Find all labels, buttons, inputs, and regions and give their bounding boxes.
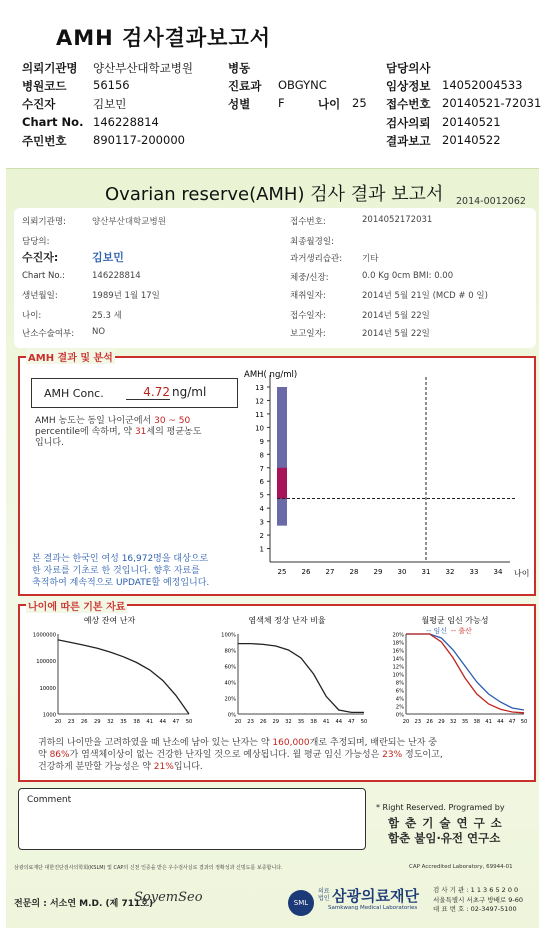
amh-y-tick-label: 2 bbox=[259, 532, 264, 541]
summary-text: 입니다. bbox=[173, 762, 203, 772]
patient-label: 난소수술여부: bbox=[22, 329, 75, 339]
header-value: OBGYNC bbox=[278, 78, 327, 92]
header-label: 임상정보 bbox=[386, 79, 431, 93]
amh-y-axis-label: AMH( ng/ml) bbox=[244, 370, 298, 380]
remaining-eggs-line bbox=[58, 640, 189, 714]
patient-label: 나이: bbox=[22, 311, 42, 321]
header-label: 병원코드 bbox=[22, 79, 67, 93]
amh-x-tick-label: 26 bbox=[301, 568, 311, 576]
mini-y-tick: 10% bbox=[392, 672, 404, 679]
patient-value: 양산부산대학교병원 bbox=[92, 217, 166, 227]
amh-y-tick-label: 6 bbox=[259, 478, 264, 487]
foundation-logo-icon: SML bbox=[288, 890, 314, 916]
amh-y-tick-label: 12 bbox=[255, 397, 264, 406]
interp-range: 30 ~ 50 bbox=[154, 416, 191, 426]
mini-x-tick: 26 bbox=[426, 719, 433, 725]
mini-y-tick: 2% bbox=[395, 704, 404, 711]
amh-x-tick-label: 30 bbox=[397, 568, 407, 576]
mini-y-tick: 80% bbox=[224, 648, 236, 655]
foundation-name: 삼광의료재단 bbox=[332, 887, 419, 905]
interp-text: 세의 평균농도 bbox=[146, 427, 202, 437]
mini-x-tick: 47 bbox=[348, 719, 355, 725]
patient-label: 담당의: bbox=[22, 237, 50, 247]
mini-x-tick: 29 bbox=[438, 719, 445, 725]
birth-line bbox=[406, 634, 524, 713]
legend-pregnancy: -- 임신 bbox=[426, 627, 447, 635]
mini-y-tick: 40% bbox=[224, 680, 236, 687]
report-id: 2014-0012062 bbox=[456, 196, 526, 207]
amh-section-title: AMH 결과 및 분석 bbox=[26, 349, 115, 364]
amh-y-tick-label: 8 bbox=[259, 451, 264, 460]
mini-x-tick: 26 bbox=[80, 719, 88, 725]
mini-x-tick: 35 bbox=[120, 719, 127, 725]
mini-y-tick: 12% bbox=[392, 664, 404, 671]
mini-y-tick: 20% bbox=[224, 696, 236, 703]
patient-value: 2014년 5월 22일 bbox=[362, 329, 430, 339]
patient-label: 체중/신장: bbox=[290, 273, 329, 283]
rights-text: * Right Reserved. Programed by bbox=[376, 803, 505, 812]
report-title: AMH 검사결과보고서 bbox=[56, 26, 272, 50]
pregnancy-line bbox=[406, 634, 524, 710]
mini-y-tick: 18% bbox=[392, 640, 404, 647]
pregnancy-pct: 23% bbox=[382, 750, 403, 760]
legend-birth: -- 출산 bbox=[451, 627, 472, 635]
patient-value: 1989년 1월 17일 bbox=[92, 291, 160, 301]
patient-label: 최종월경일: bbox=[290, 237, 334, 247]
mini-x-tick: 23 bbox=[414, 719, 422, 725]
address-line: 검 사 기 관 : 1 1 3 6 5 2 0 0 bbox=[433, 886, 519, 894]
mini-y-tick: 20% bbox=[392, 632, 404, 639]
note-line: 한 자료를 기초로 한 것입니다. 향후 자료를 bbox=[32, 566, 200, 576]
comment-box bbox=[18, 788, 366, 850]
mini-x-tick: 44 bbox=[497, 719, 504, 725]
amh-x-tick-label: 28 bbox=[349, 568, 359, 576]
mini-x-tick: 44 bbox=[335, 719, 343, 725]
patient-value: 2014052172031 bbox=[362, 215, 433, 225]
note-line: 본 결과는 한국인 여성 16,972명을 대상으로 bbox=[32, 554, 209, 564]
egg-count: 160,000 bbox=[272, 738, 310, 748]
mini-chart-title: 월평균 임신 가능성 bbox=[421, 616, 489, 625]
mini-y-tick: 100% bbox=[221, 632, 236, 639]
amh-range-bar bbox=[277, 387, 287, 526]
header-label: 검사의뢰 bbox=[386, 116, 431, 130]
patient-value: 김보민 bbox=[92, 251, 124, 264]
header-label: 나이 bbox=[318, 97, 341, 111]
mini-x-tick: 20 bbox=[54, 719, 62, 725]
mini-y-tick: 8% bbox=[395, 680, 404, 687]
mini-y-tick: 4% bbox=[395, 696, 404, 703]
foundation-small: 의료 법인 bbox=[318, 888, 330, 902]
mini-chart-title: 염색체 정상 난자 비율 bbox=[248, 616, 326, 625]
institute-2: 함춘 불임·유전 연구소 bbox=[388, 831, 501, 845]
mini-y-tick: 6% bbox=[395, 688, 404, 695]
header-value: 양산부산대학교병원 bbox=[93, 61, 193, 75]
amh-age-chart bbox=[238, 362, 534, 592]
mini-x-tick: 23 bbox=[247, 719, 254, 725]
mini-chart-title: 예상 잔여 난자 bbox=[83, 616, 136, 625]
header-value: F bbox=[278, 96, 285, 110]
mini-x-tick: 41 bbox=[485, 719, 492, 725]
accreditation-text: 삼광의료재단 대한진단검사의학회(KSLM) 및 CAP의 신천 인증을 받은 우수검사실로 결과의 정확성과 신빙도를 보증합니다. bbox=[14, 865, 283, 871]
mini-y-tick: 1000000 bbox=[32, 632, 56, 639]
amh-x-tick-label: 27 bbox=[325, 568, 335, 576]
mini-x-tick: 44 bbox=[159, 719, 167, 725]
patient-label: 보고일자: bbox=[290, 329, 326, 339]
address-line: 대 표 번 호 : 02-3497-5100 bbox=[433, 905, 517, 913]
foundation-en: Samkwang Medical Laboratories bbox=[328, 905, 418, 911]
header-label: 수진자 bbox=[22, 97, 56, 111]
mini-x-tick: 50 bbox=[360, 719, 368, 725]
summary-text: 건강하게 분만할 가능성은 약 bbox=[38, 762, 151, 772]
patient-value: 146228814 bbox=[92, 271, 141, 281]
amh-conc-unit: ng/ml bbox=[172, 385, 207, 399]
patient-value: 기타 bbox=[362, 254, 379, 264]
header-value: 20140521-72031 bbox=[442, 96, 541, 110]
mini-y-tick: 14% bbox=[392, 656, 404, 663]
patient-value: 0.0 Kg 0cm BMI: 0.00 bbox=[362, 271, 454, 281]
mini-x-tick: 50 bbox=[185, 719, 193, 725]
mini-x-tick: 32 bbox=[285, 719, 292, 725]
header-value: 14052004533 bbox=[442, 78, 523, 92]
summary-text: 귀하의 나이만을 고려하였을 때 난소에 남아 있는 난자는 약 bbox=[38, 738, 270, 748]
ovarian-report-title: Ovarian reserve(AMH) 검사 결과 보고서 bbox=[105, 184, 444, 205]
normal-egg-ratio-line bbox=[238, 644, 364, 713]
header-label: 주민번호 bbox=[22, 134, 67, 148]
mini-x-tick: 38 bbox=[473, 719, 481, 725]
age-mini-charts bbox=[22, 612, 532, 730]
amh-x-tick-label: 33 bbox=[469, 568, 479, 576]
mini-x-tick: 20 bbox=[402, 719, 410, 725]
data-source-note bbox=[32, 553, 209, 589]
amh-conc-label: AMH Conc. bbox=[44, 387, 104, 400]
mini-x-tick: 47 bbox=[508, 719, 516, 725]
address-line: 서울특별시 서초구 방배로 9-60 bbox=[433, 895, 524, 904]
header-label: 성별 bbox=[228, 97, 251, 111]
amh-y-tick-label: 7 bbox=[259, 464, 264, 473]
amh-y-tick-label: 11 bbox=[255, 410, 264, 419]
amh-x-tick-label: 29 bbox=[373, 568, 383, 576]
interp-age: 31 bbox=[134, 427, 147, 437]
amh-x-tick-label: 32 bbox=[445, 568, 455, 576]
foundation-address bbox=[433, 886, 523, 915]
interp-text: 입니다. bbox=[35, 438, 64, 448]
header-label: 접수번호 bbox=[386, 97, 431, 111]
amh-interpretation bbox=[35, 416, 201, 449]
mini-x-tick: 32 bbox=[107, 719, 114, 725]
amh-y-tick-label: 9 bbox=[259, 437, 264, 446]
amh-iqr-bar bbox=[277, 468, 287, 499]
patient-label: 채취일자: bbox=[290, 291, 326, 301]
summary-text: 개로 추정되며, 배란되는 난자 중 bbox=[309, 738, 437, 748]
patient-value: 2014년 5월 22일 bbox=[362, 311, 430, 321]
amh-x-tick-label: 31 bbox=[421, 568, 431, 576]
mini-x-tick: 50 bbox=[520, 719, 528, 725]
mini-y-tick: 60% bbox=[224, 664, 236, 671]
patient-label: 생년월일: bbox=[22, 291, 58, 301]
amh-y-tick-label: 10 bbox=[255, 424, 264, 433]
doctor-label: 전문의 : 서소연 M.D. (제 711호) bbox=[14, 899, 154, 909]
mini-x-tick: 41 bbox=[322, 719, 330, 725]
amh-x-axis-label: 나이 bbox=[514, 569, 530, 578]
amh-y-tick-label: 1 bbox=[259, 545, 264, 554]
patient-label: 과거생리습관: bbox=[290, 254, 343, 264]
mini-x-tick: 26 bbox=[259, 719, 267, 725]
mini-y-tick: 0% bbox=[395, 712, 404, 719]
patient-value: NO bbox=[92, 327, 106, 337]
birth-pct: 21% bbox=[153, 762, 174, 772]
header-value: 146228814 bbox=[93, 115, 159, 129]
patient-label: 의뢰기관명: bbox=[22, 217, 66, 227]
mini-x-tick: 35 bbox=[297, 719, 305, 725]
patient-value: 25.3 세 bbox=[92, 311, 122, 321]
mini-y-tick: 100000 bbox=[36, 659, 56, 666]
interp-text: percentile에 속하며, 약 bbox=[35, 427, 133, 437]
header-value: 56156 bbox=[93, 78, 130, 92]
header-label: 진료과 bbox=[228, 79, 262, 93]
amh-y-tick-label: 3 bbox=[259, 518, 264, 527]
mini-x-tick: 38 bbox=[133, 719, 140, 725]
amh-y-tick-label: 13 bbox=[255, 384, 264, 392]
patient-label: 수진자: bbox=[22, 251, 59, 264]
comment-label: Comment bbox=[27, 795, 72, 805]
mini-y-tick: 16% bbox=[392, 648, 404, 655]
header-value: 25 bbox=[352, 96, 367, 110]
normal-egg-pct: 86% bbox=[49, 750, 70, 760]
amh-y-tick-label: 5 bbox=[259, 491, 264, 500]
header-value: 김보민 bbox=[93, 97, 127, 111]
mini-y-tick: 0% bbox=[227, 712, 236, 719]
amh-x-tick-label: 34 bbox=[493, 568, 503, 576]
amh-x-tick-label: 25 bbox=[277, 568, 287, 576]
header-value: 20140522 bbox=[442, 133, 501, 147]
amh-conc-box bbox=[31, 378, 238, 408]
mini-y-tick: 10000 bbox=[39, 685, 56, 692]
header-label: Chart No. bbox=[22, 115, 84, 129]
summary-text: 가 염색체이상이 없는 건강한 난자일 것으로 예상됩니다. 월 평균 임신 가능성은 bbox=[69, 750, 380, 760]
patient-label: 접수번호: bbox=[290, 217, 326, 227]
mini-x-tick: 35 bbox=[461, 719, 469, 725]
summary-text: 약 bbox=[38, 750, 47, 760]
doctor-signature: SoyemSeo bbox=[134, 890, 203, 905]
amh-y-tick-label: 4 bbox=[259, 505, 264, 514]
mini-x-tick: 41 bbox=[146, 719, 154, 725]
note-line: 축적하여 계속적으로 UPDATE할 예정입니다. bbox=[32, 578, 210, 588]
header-value: 20140521 bbox=[442, 115, 501, 129]
mini-x-tick: 29 bbox=[93, 719, 101, 725]
age-summary bbox=[38, 737, 528, 773]
age-section-title: 나이에 따른 기본 자료 bbox=[26, 598, 127, 613]
patient-label: Chart No.: bbox=[22, 271, 66, 281]
mini-x-tick: 29 bbox=[272, 719, 280, 725]
header-value: 890117-200000 bbox=[93, 133, 185, 147]
header-label: 담당의사 bbox=[386, 61, 431, 75]
mini-x-tick: 47 bbox=[172, 719, 180, 725]
cap-accreditation: CAP Accredited Laboratory, 69944-01 bbox=[409, 864, 513, 870]
amh-conc-value: 4.72 bbox=[126, 385, 170, 400]
header-label: 의뢰기관명 bbox=[22, 61, 78, 75]
mini-y-tick: 1000 bbox=[42, 712, 56, 719]
mini-x-tick: 38 bbox=[310, 719, 317, 725]
mini-x-tick: 20 bbox=[234, 719, 242, 725]
patient-value: 2014년 5월 21일 (MCD # 0 일) bbox=[362, 291, 488, 301]
mini-x-tick: 23 bbox=[67, 719, 75, 725]
interp-text: AMH 농도는 동일 나이군에서 bbox=[35, 416, 152, 426]
header-label: 병동 bbox=[228, 61, 251, 75]
mini-x-tick: 32 bbox=[449, 719, 457, 725]
institute-1: 함 춘 기 술 연 구 소 bbox=[388, 816, 503, 830]
header-label: 결과보고 bbox=[386, 134, 431, 148]
summary-text: 정도이고, bbox=[405, 750, 443, 760]
patient-label: 접수일자: bbox=[290, 311, 326, 321]
